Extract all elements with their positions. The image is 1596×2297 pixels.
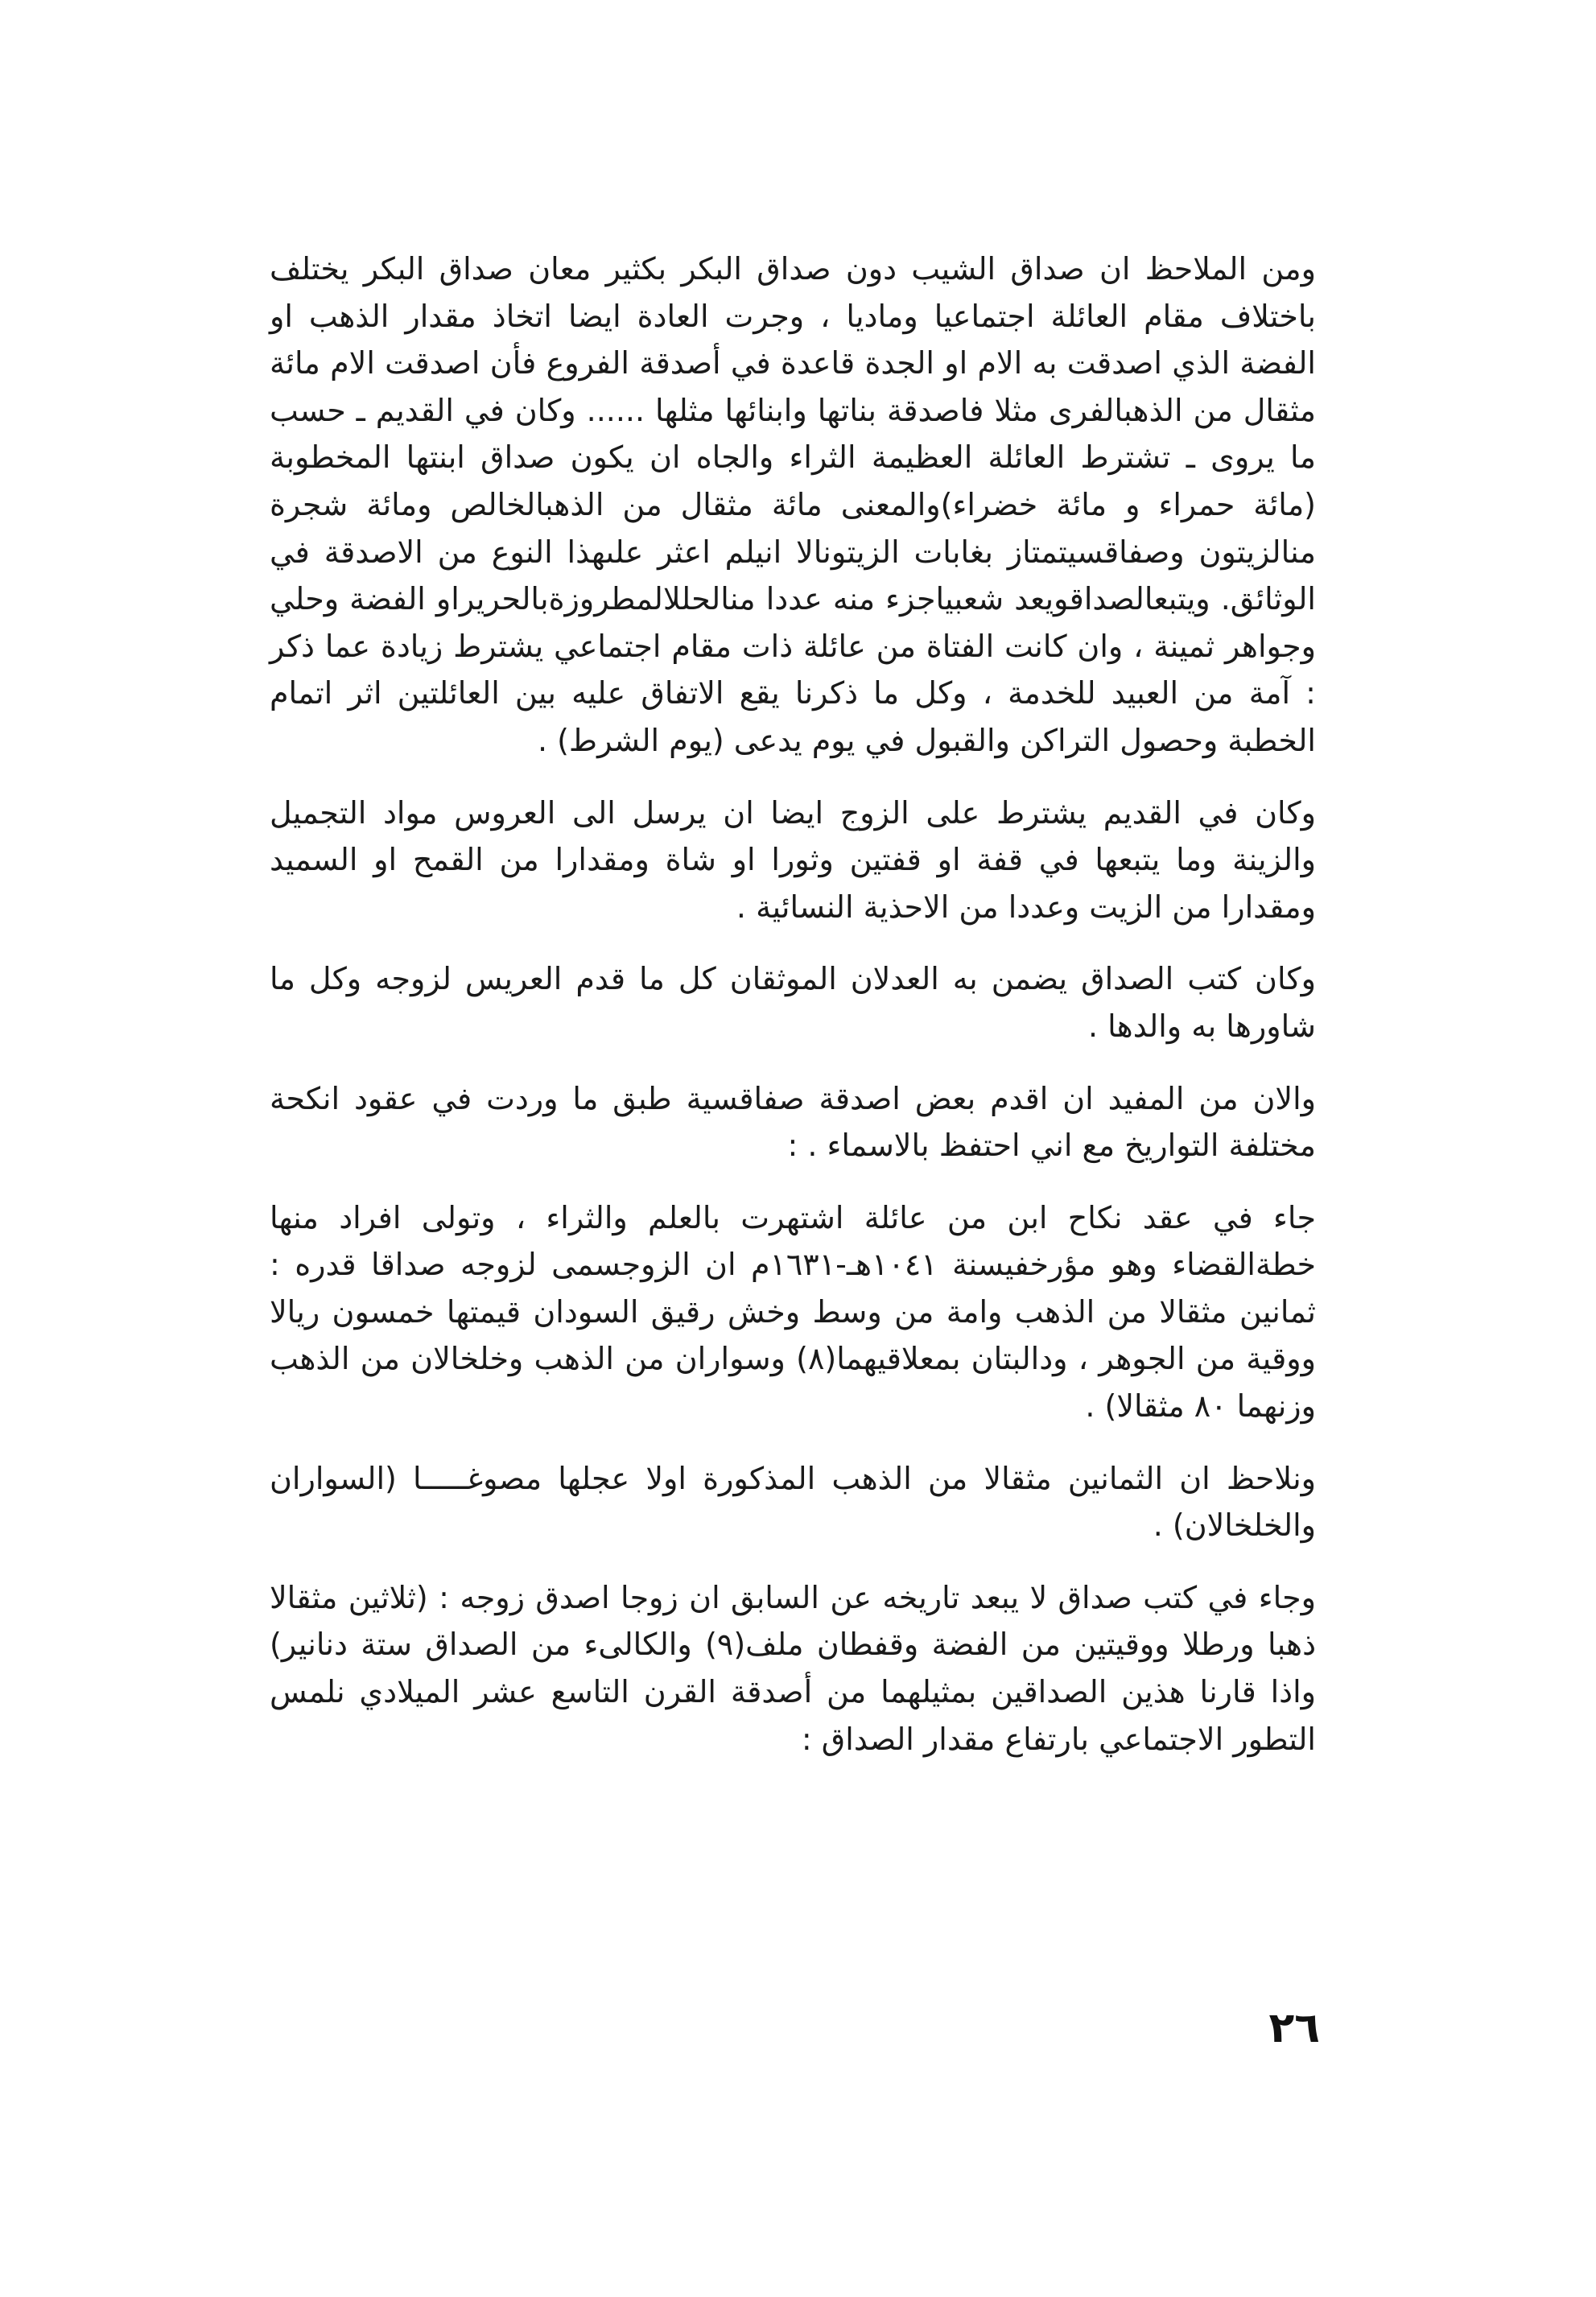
paragraph-gold-note: ونلاحظ ان الثمانين مثقالا من الذهب المذكورة اولا عجلها مصوغـــــا (السواران والخلخالان) . xyxy=(270,1460,1316,1544)
paragraph-dowry-differences: ومن الملاحظ ان صداق الشيب دون صداق البكر بكثير معان صداق البكر يختلف باختلاف مقام العائلة اجتماعيا وماديا ، وجرت العادة ايضا اتخاذ مقدار الذهب او الفضة الذي اصدقت به الام او الجدة قاعدة في أصدقة الفروع فأن اصدقت الام مائة مثقال من الذهبالفرى مثلا فاصدقة بناتها وابنائها مثلها ...... وكان في القديم ـ حسب ما يروى ـ تشترط العائلة العظيمة الثراء والجاه ان يكون صداق ابنتها المخطوبة (مائة حمراء و مائة خضراء)والمعنى مائة مثقال من الذهبالخالص ومائة شجرة منالزيتون وصفاقسيتمتاز بغابات الزيتونالا انيلم اعثر علىهذا النوع من الاصدقة في الوثائق. ويتبعالصداقويعد شعبياجزء منه عددا منالحللالمطروزةبالحريراو الفضة وحلي وجواهر ثمينة ، وان كانت الفتاة من عائلة ذات مقام اجتماعي يشترط زيادة عما ذكر : آمة من العبيد للخدمة ، وكل ما ذكرنا يقع الاتفاق عليه بين العائلتين اثر اتمام الخطبة وحصول التراكن والقبول في يوم يدعى (يوم الشرط) . xyxy=(270,251,1316,758)
paragraph-marriage-contract-1631: جاء في عقد نكاح ابن من عائلة اشتهرت بالعلم والثراء ، وتولى افراد منها خطةالقضاء وهو مؤرخفيسنة ١٠٤١هـ-١٦٣١م ان الزوجسمى لزوجه صداقا قدره : ثمانين مثقالا من الذهب وامة من وسط وخش رقيق السودان قيمتها خمسون ريالا ووقية من الجوهر ، ودالبتان بمعلاقيهما(٨) وسواران من الذهب وخلخالان من الذهب وزنهما ٨٠ مثقالا) . xyxy=(270,1199,1316,1425)
paragraph-notaries: وكان كتب الصداق يضمن به العدلان الموثقان كل ما قدم العريس لزوجه وكل ما شاورها به والدها . xyxy=(270,961,1316,1044)
paragraph-sfax-dowries-intro: والان من المفيد ان اقدم بعض اصدقة صفاقسية طبق ما وردت في عقود انكحة مختلفة التواريخ مع اني احتفظ بالاسماء . : xyxy=(270,1080,1316,1164)
paragraph-later-contract: وجاء في كتب صداق لا يبعد تاريخه عن السابق ان زوجا اصدق زوجه : (ثلاثين مثقالا ذهبا ورطلا ووقيتين من الفضة وقفطان ملف(٩) والكالىء من الصداق ستة دنانير) واذا قارنا هذين الصداقين بمثيلهما من أصدقة القرن التاسع عشر الميلادي نلمس التطور الاجتماعي بارتفاع مقدار الصداق : xyxy=(270,1579,1316,1757)
page-number: ٢٦ xyxy=(1268,2004,1320,2052)
paragraph-groom-gifts: وكان في القديم يشترط على الزوج ايضا ان يرسل الى العروس مواد التجميل والزينة وما يتبعها في قفة او قفتين وثورا او شاة ومقدارا من القمح او السميد ومقدارا من الزيت وعددا من الاحذية النسائية . xyxy=(270,794,1316,925)
body-text xyxy=(270,245,1316,1763)
